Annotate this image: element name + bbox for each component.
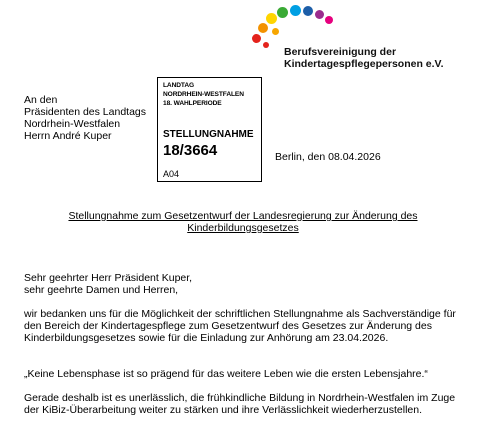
recipient-line-1: An den [24, 94, 58, 106]
logo-dot [258, 23, 268, 33]
logo-dot [315, 10, 324, 19]
recipient-address [24, 94, 146, 142]
logo-dot [252, 34, 261, 43]
paragraph-1: wir bedanken uns für die Möglichkeit der schriftlichen Stellungnahme als Sachverständige für den Bereich der Kindertagespflege zum Gesetzentwurf des Gesetzes zur Änderung des Kinderbildungsgesetzes sowie für die Einladung zur Anhörung am 23.04.2026. [24, 308, 456, 344]
stamp-line-2: NORDRHEIN-WESTFALEN [163, 91, 244, 98]
stamp-code: A04 [163, 169, 180, 179]
logo-dot [263, 42, 269, 48]
logo-dot [272, 28, 279, 35]
paragraph-quote: „Keine Lebensphase ist so prägend für das weitere Leben wie die ersten Lebensjahre.“ [24, 368, 428, 380]
organization-name-line-1: Berufsvereinigung der [284, 46, 397, 58]
organization-name [284, 46, 484, 70]
logo-dot [290, 5, 301, 16]
recipient-line-3: Nordrhein-Westfalen [24, 118, 121, 130]
recipient-line-4: Herrn André Kuper [24, 130, 112, 142]
stamp-number: 18/3664 [163, 142, 218, 159]
salutation-line-2: sehr geehrte Damen und Herren, [24, 284, 179, 296]
recipient-line-2: Präsidenten des Landtags [24, 106, 147, 118]
logo-dot [303, 6, 313, 16]
salutation [24, 272, 464, 296]
stamp-line-3: 18. WAHLPERIODE [163, 100, 222, 107]
logo-dot [325, 16, 333, 24]
organization-name-line-2: Kindertagespflegepersonen e.V. [284, 58, 444, 70]
stamp-line-1: LANDTAG [163, 82, 195, 89]
letter-date: Berlin, den 08.04.2026 [275, 151, 381, 163]
landtag-stamp [157, 77, 262, 182]
stamp-title: STELLUNGNAHME [163, 129, 254, 140]
salutation-line-1: Sehr geehrter Herr Präsident Kuper, [24, 272, 193, 284]
paragraph-2: Gerade deshalb ist es unerlässlich, die frühkindliche Bildung in Nordrhein-Westfalen im Zuge der KiBiz-Überarbeitung weiter zu stärken und ihre Verlässlichkeit wiederherzustellen. [24, 392, 456, 416]
letter-subject: Stellungnahme zum Gesetzentwurf der Landesregierung zur Änderung des Kinderbildungsgesetzes [68, 210, 418, 234]
logo-dot [277, 7, 288, 18]
logo-dot [266, 13, 277, 24]
organization-logo [252, 4, 482, 72]
